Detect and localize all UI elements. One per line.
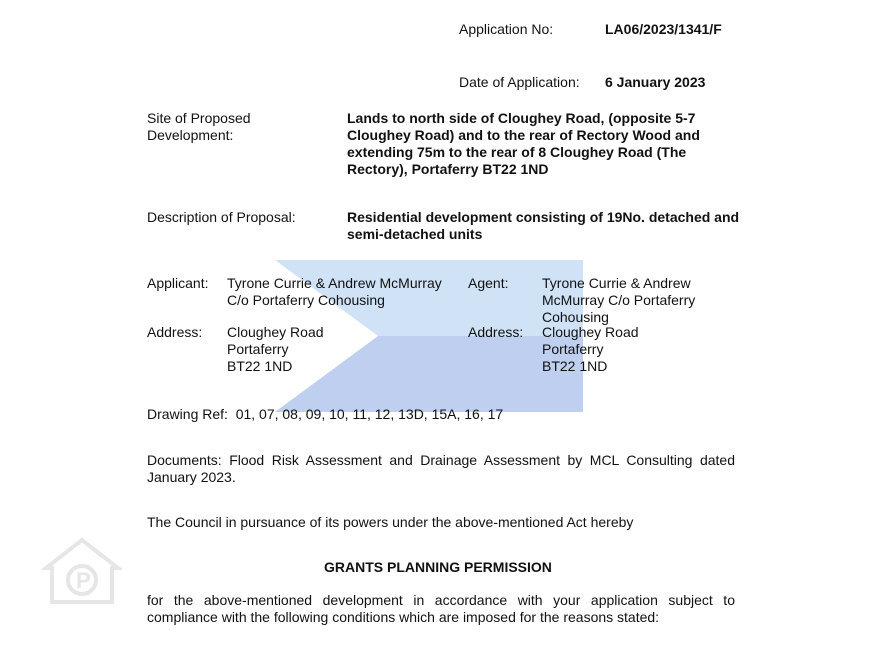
site-label-line: Development: xyxy=(147,127,234,143)
conditions-intro-line: for the above-mentioned development in accordance with your application subject to xyxy=(147,592,735,608)
agent-line: Cohousing xyxy=(542,309,609,325)
description-label: Description of Proposal: xyxy=(147,209,296,225)
application-no-value: LA06/2023/1341/F xyxy=(605,21,722,37)
site-value-line: Lands to north side of Cloughey Road, (opposite 5-7 xyxy=(347,110,696,126)
applicant-address-line: Portaferry xyxy=(227,341,289,357)
application-no-label: Application No: xyxy=(459,21,554,37)
documents-line: Documents: Flood Risk Assessment and Drainage Assessment by MCL Consulting dated xyxy=(147,452,735,468)
agent-address-line: Portaferry xyxy=(542,341,604,357)
description-value-line: Residential development consisting of 19No. detached and xyxy=(347,209,740,225)
conditions-intro-line: compliance with the following conditions which are imposed for the reasons stated: xyxy=(147,609,660,625)
description-value xyxy=(347,209,739,243)
svg-text:P: P xyxy=(76,568,91,593)
agent-line: McMurray C/o Portaferry xyxy=(542,292,696,308)
site-value-line: extending 75m to the rear of 8 Cloughey Road (The xyxy=(347,144,687,160)
date-of-application-label: Date of Application: xyxy=(459,74,580,90)
site-label xyxy=(147,110,251,144)
house-p-logo-icon xyxy=(42,536,122,606)
applicant-value xyxy=(227,275,442,309)
applicant-address-value xyxy=(227,324,324,375)
agent-value xyxy=(542,275,695,326)
site-label-line: Site of Proposed xyxy=(147,110,251,126)
documents-text xyxy=(147,452,735,486)
applicant-line: Tyrone Currie & Andrew McMurray xyxy=(227,275,442,291)
agent-label: Agent: xyxy=(468,275,509,291)
agent-address-value xyxy=(542,324,639,375)
site-value-line: Rectory), Portaferry BT22 1ND xyxy=(347,161,549,177)
documents-line: January 2023. xyxy=(147,469,236,485)
drawing-ref: Drawing Ref: 01, 07, 08, 09, 10, 11, 12, 13D, 15A, 16, 17 xyxy=(147,406,504,422)
agent-address-line: BT22 1ND xyxy=(542,358,608,374)
applicant-line: C/o Portaferry Cohousing xyxy=(227,292,385,308)
site-value xyxy=(347,110,700,178)
applicant-label: Applicant: xyxy=(147,275,209,291)
date-of-application-value: 6 January 2023 xyxy=(605,74,706,90)
agent-address-label: Address: xyxy=(468,324,524,340)
conditions-intro xyxy=(147,592,735,626)
applicant-address-label: Address: xyxy=(147,324,203,340)
description-value-line: semi-detached units xyxy=(347,226,483,242)
grants-heading: GRANTS PLANNING PERMISSION xyxy=(324,559,552,575)
applicant-address-line: Cloughey Road xyxy=(227,324,324,340)
agent-line: Tyrone Currie & Andrew xyxy=(542,275,691,291)
applicant-address-line: BT22 1ND xyxy=(227,358,293,374)
council-statement: The Council in pursuance of its powers under the above-mentioned Act hereby xyxy=(147,514,634,530)
agent-address-line: Cloughey Road xyxy=(542,324,639,340)
site-value-line: Cloughey Road) and to the rear of Rectory Wood and xyxy=(347,127,700,143)
